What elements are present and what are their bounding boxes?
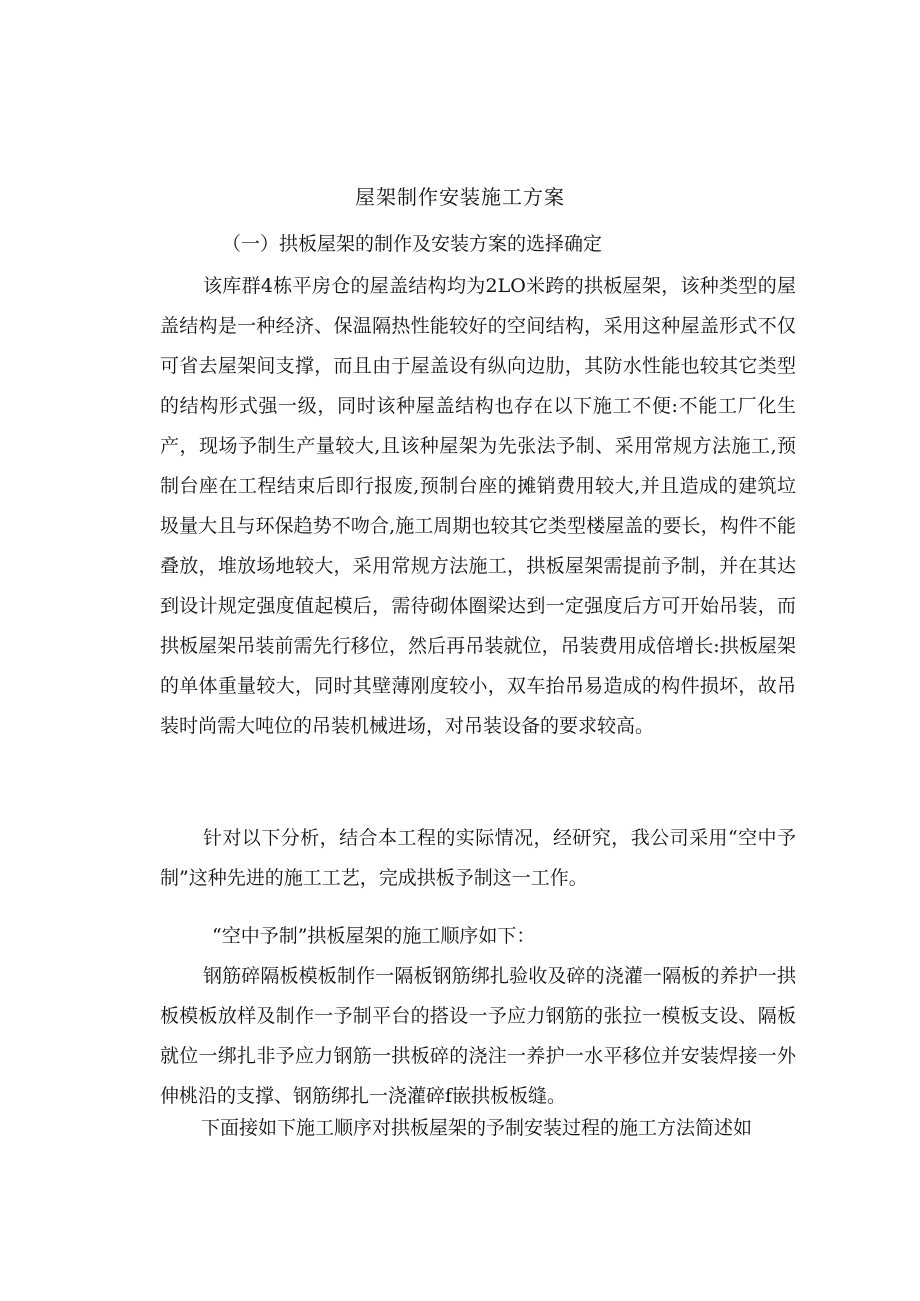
paragraph-construction-sequence: 钢筋碎隔板模板制作一隔板钢筋绑扎验收及碎的浇灌一隔板的养护一拱板模板放样及制作一予制平台的搭设一予应力钢筋的张拉一模板支设、隔板就位一绑扎非予应力钢筋一拱板碎的浇注一养护一水平移位并安装焊接一外伸桃沿的支撑、钢筋绑扎一浇灌碎f嵌拱板板缝。 [160,965,796,1107]
paragraph-structure-analysis: 该库群4栋平房仓的屋盖结构均为2LO米跨的拱板屋架，该种类型的屋盖结构是一种经济、保温隔热性能较好的空间结构，采用这种屋盖形式不仅可省去屋架间支撑，而且由于屋盖设有纵向边肋，其防水性能也较其它类型的结构形式强一级，同时该种屋盖结构也存在以下施工不便:不能工厂化生产，现场予制生产量较大,且该种屋架为先张法予制、采用常规方法施工,预制台座在工程结束后即行报废,预制台座的摊销费用较大,并且造成的建筑垃圾量大且与环保趋势不吻合,施工周期也较其它类型楼屋盖的要长，构件不能叠放，堆放场地较大，采用常规方法施工，拱板屋架需提前予制，并在其达到设计规定强度值起模后，需待砌体圈梁达到一定强度后方可开始吊装，而拱板屋架吊装前需先行移位，然后再吊装就位，吊装费用成倍增长:拱板屋架的单体重量较大，同时其壁薄刚度较小，双车抬吊易造成的构件损坏，故吊装时尚需大吨位的吊装机械进场，对吊装设备的要求较高。 [160,275,796,737]
section-heading: （一）拱板屋架的制作及安装方案的选择确定 [222,233,603,255]
document-title: 屋架制作安装施工方案 [355,185,565,209]
paragraph-method-description: 下面接如下施工顺序对拱板屋架的予制安装过程的施工方法简述如 [201,1117,753,1139]
paragraph-method-choice: 针对以下分析，结合本工程的实际情况，经研究，我公司采用“空中予制”这种先进的施工工艺，完成拱板予制这一工作。 [160,827,796,889]
paragraph-sequence-intro: “空中予制”拱板屋架的施工顺序如下： [212,925,536,947]
